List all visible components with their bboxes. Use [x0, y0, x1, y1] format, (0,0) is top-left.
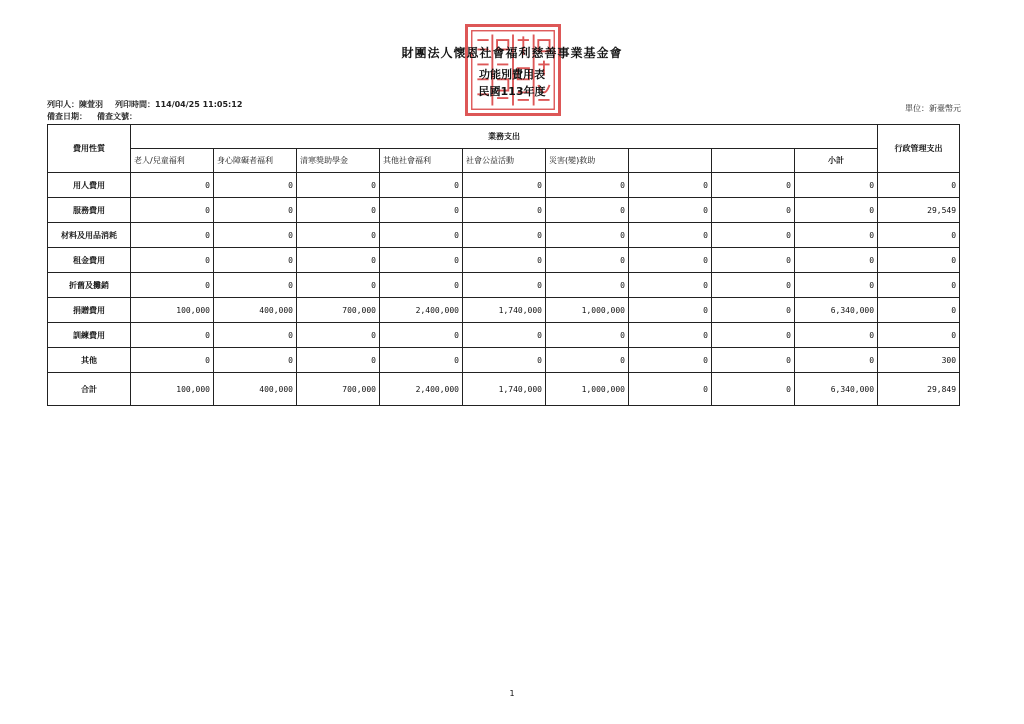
row-label: 用人費用 — [48, 173, 131, 198]
business-expense-header: 業務支出 — [131, 125, 878, 149]
table-cell: 0 — [546, 348, 629, 373]
column-header — [712, 149, 795, 173]
table-cell: 0 — [629, 298, 712, 323]
table-cell: 0 — [131, 348, 214, 373]
table-row — [48, 273, 960, 298]
row-label: 其他 — [48, 348, 131, 373]
table-cell: 0 — [297, 323, 380, 348]
table-cell: 0 — [297, 223, 380, 248]
table-cell: 0 — [795, 348, 878, 373]
table-cell: 0 — [214, 348, 297, 373]
table-cell: 0 — [795, 223, 878, 248]
row-label: 捐贈費用 — [48, 298, 131, 323]
table-cell: 1,000,000 — [546, 298, 629, 323]
table-cell: 0 — [380, 273, 463, 298]
printer-name: 列印人：陳萱羽 — [47, 100, 103, 109]
table-cell: 0 — [463, 173, 546, 198]
table-cell: 0 — [546, 323, 629, 348]
row-label: 折舊及攤銷 — [48, 273, 131, 298]
table-cell: 0 — [380, 348, 463, 373]
table-row — [48, 223, 960, 248]
table-cell: 0 — [795, 198, 878, 223]
table-cell: 400,000 — [214, 298, 297, 323]
table-cell: 0 — [878, 223, 960, 248]
report-year: 民國113年度 — [478, 85, 546, 98]
table-cell: 0 — [214, 198, 297, 223]
table-cell: 0 — [131, 173, 214, 198]
table-cell: 0 — [629, 373, 712, 406]
table-cell: 0 — [795, 273, 878, 298]
table-cell: 0 — [380, 173, 463, 198]
table-cell: 0 — [463, 348, 546, 373]
table-cell: 100,000 — [131, 298, 214, 323]
table-row — [48, 348, 960, 373]
table-cell: 0 — [297, 273, 380, 298]
table-cell: 0 — [712, 323, 795, 348]
table-cell: 2,400,000 — [380, 373, 463, 406]
column-header: 身心障礙者福利 — [214, 149, 297, 173]
table-cell: 0 — [214, 323, 297, 348]
check-doc-number: 備查文號： — [97, 112, 137, 121]
column-header — [629, 149, 712, 173]
table-cell: 0 — [629, 348, 712, 373]
table-cell: 0 — [546, 248, 629, 273]
table-cell: 2,400,000 — [380, 298, 463, 323]
subtotal-header: 小計 — [795, 149, 878, 173]
report-title: 功能別費用表 — [479, 68, 545, 81]
table-cell: 0 — [712, 373, 795, 406]
table-cell: 0 — [629, 173, 712, 198]
table-cell: 0 — [546, 198, 629, 223]
table-cell: 6,340,000 — [795, 373, 878, 406]
table-cell: 100,000 — [131, 373, 214, 406]
table-cell: 0 — [131, 198, 214, 223]
row-label: 合計 — [48, 373, 131, 406]
table-cell: 0 — [546, 173, 629, 198]
table-row — [48, 373, 960, 406]
table-cell: 0 — [629, 248, 712, 273]
table-cell: 0 — [712, 173, 795, 198]
table-cell: 300 — [878, 348, 960, 373]
table-cell: 0 — [463, 273, 546, 298]
column-header: 社會公益活動 — [463, 149, 546, 173]
admin-expense-header: 行政管理支出 — [878, 125, 960, 173]
column-header: 災害(變)救助 — [546, 149, 629, 173]
table-row — [48, 198, 960, 223]
table-cell: 0 — [131, 323, 214, 348]
table-cell: 0 — [878, 248, 960, 273]
table-cell: 0 — [878, 273, 960, 298]
table-cell: 0 — [629, 223, 712, 248]
column-header: 其他社會福利 — [380, 149, 463, 173]
table-cell: 0 — [795, 173, 878, 198]
organization-title: 財團法人懷恩社會福利慈善事業基金會 — [401, 46, 623, 60]
table-cell: 1,000,000 — [546, 373, 629, 406]
column-header: 老人/兒童福利 — [131, 149, 214, 173]
table-cell: 0 — [214, 248, 297, 273]
table-cell: 0 — [380, 198, 463, 223]
table-cell: 0 — [297, 173, 380, 198]
table-cell: 0 — [712, 273, 795, 298]
table-cell: 29,549 — [878, 198, 960, 223]
table-cell: 0 — [131, 248, 214, 273]
corner-header: 費用性質 — [48, 125, 131, 173]
table-row — [48, 298, 960, 323]
row-label: 訓練費用 — [48, 323, 131, 348]
table-row — [48, 248, 960, 273]
table-cell: 0 — [795, 248, 878, 273]
table-cell: 0 — [297, 198, 380, 223]
table-cell: 0 — [546, 223, 629, 248]
table-cell: 0 — [214, 223, 297, 248]
table-cell: 0 — [297, 348, 380, 373]
table-cell: 0 — [712, 248, 795, 273]
table-cell: 0 — [214, 273, 297, 298]
currency-unit: 單位：新臺幣元 — [905, 104, 961, 113]
row-label: 服務費用 — [48, 198, 131, 223]
check-date: 備查日期： — [47, 112, 87, 121]
table-cell: 0 — [297, 248, 380, 273]
table-cell: 0 — [463, 248, 546, 273]
table-cell: 0 — [214, 173, 297, 198]
table-cell: 29,849 — [878, 373, 960, 406]
table-cell: 0 — [380, 248, 463, 273]
table-cell: 0 — [131, 223, 214, 248]
row-label: 租金費用 — [48, 248, 131, 273]
row-label: 材料及用品消耗 — [48, 223, 131, 248]
table-cell: 700,000 — [297, 298, 380, 323]
table-cell: 400,000 — [214, 373, 297, 406]
table-cell: 1,740,000 — [463, 298, 546, 323]
table-cell: 0 — [629, 198, 712, 223]
table-cell: 0 — [712, 348, 795, 373]
functional-expense-table — [47, 124, 960, 406]
table-cell: 0 — [131, 273, 214, 298]
table-cell: 0 — [629, 323, 712, 348]
table-cell: 0 — [380, 323, 463, 348]
table-cell: 0 — [712, 198, 795, 223]
print-time: 列印時間：114/04/25 11:05:12 — [115, 100, 243, 109]
table-cell: 0 — [878, 173, 960, 198]
table-row — [48, 323, 960, 348]
table-cell: 0 — [878, 298, 960, 323]
table-cell: 0 — [463, 198, 546, 223]
table-cell: 0 — [878, 323, 960, 348]
table-cell: 0 — [546, 273, 629, 298]
table-cell: 0 — [463, 223, 546, 248]
table-cell: 0 — [629, 273, 712, 298]
table-cell: 6,340,000 — [795, 298, 878, 323]
table-row — [48, 173, 960, 198]
table-cell: 0 — [712, 223, 795, 248]
column-header: 清寒獎助學金 — [297, 149, 380, 173]
page-number: 1 — [509, 689, 515, 698]
table-cell: 0 — [380, 223, 463, 248]
table-cell: 0 — [712, 298, 795, 323]
table-cell: 700,000 — [297, 373, 380, 406]
table-cell: 1,740,000 — [463, 373, 546, 406]
table-cell: 0 — [463, 323, 546, 348]
table-cell: 0 — [795, 323, 878, 348]
